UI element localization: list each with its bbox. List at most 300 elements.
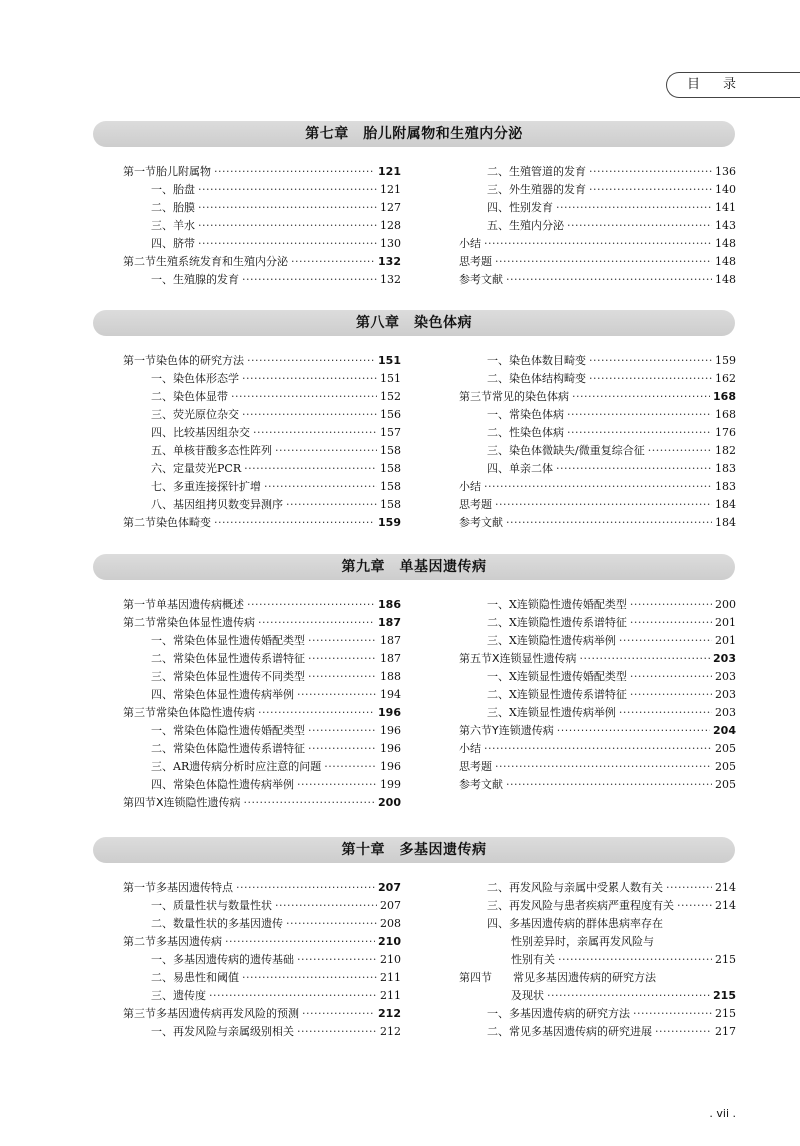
entry-title: 七、多重连接探针扩增 xyxy=(151,480,261,493)
toc-entry[interactable] xyxy=(123,460,401,478)
section-entry[interactable] xyxy=(459,722,736,740)
entry-title: 一、X连锁隐性遗传婚配类型 xyxy=(487,598,627,611)
section-number: 第二节 xyxy=(123,516,156,529)
page-ref: 168 xyxy=(715,408,736,421)
section-entry[interactable] xyxy=(123,933,401,951)
leader-dots xyxy=(275,897,377,915)
page-ref: 182 xyxy=(715,444,736,457)
leader-dots xyxy=(589,352,712,370)
page-ref: 159 xyxy=(378,516,401,529)
entry-title: Y连锁遗传病 xyxy=(492,724,554,737)
entry-title: 四、常染色体显性遗传病举例 xyxy=(151,688,294,701)
ch9-left-col xyxy=(123,596,401,812)
page-ref: 183 xyxy=(715,480,736,493)
entry-title: 思考题 xyxy=(459,255,492,268)
leader-dots xyxy=(291,253,375,271)
entry-title: 三、X连锁显性遗传病举例 xyxy=(487,706,616,719)
toc-entry[interactable] xyxy=(123,668,401,686)
toc-entry[interactable] xyxy=(459,1023,736,1041)
page-ref: 214 xyxy=(715,899,736,912)
toc-entry[interactable] xyxy=(123,181,401,199)
toc-entry[interactable] xyxy=(459,217,736,235)
page-ref: 187 xyxy=(378,616,401,629)
entry-title: 小结 xyxy=(459,480,481,493)
section-entry[interactable] xyxy=(123,614,401,632)
page-ref: 210 xyxy=(378,935,401,948)
toc-entry[interactable] xyxy=(459,271,736,289)
page-ref: 196 xyxy=(380,742,401,755)
entry-title: 一、质量性状与数量性状 xyxy=(151,899,272,912)
section-entry[interactable] xyxy=(459,650,736,668)
leader-dots xyxy=(633,1005,712,1023)
toc-entry[interactable] xyxy=(459,632,736,650)
page-ref: 215 xyxy=(715,953,736,966)
section-number: 第二节 xyxy=(123,255,156,268)
entry-title: 小结 xyxy=(459,742,481,755)
toc-entry[interactable] xyxy=(123,217,401,235)
entry-title: 二、常见多基因遗传病的研究进展 xyxy=(487,1025,652,1038)
toc-entry[interactable] xyxy=(459,235,736,253)
page-ref: 152 xyxy=(380,390,401,403)
chapter-7-title: 第七章 胎儿附属物和生殖内分泌 xyxy=(93,121,735,147)
leader-dots xyxy=(209,987,377,1005)
leader-dots xyxy=(630,614,712,632)
page-ref: 203 xyxy=(715,670,736,683)
entry-title: 三、AR遗传病分析时应注意的问题 xyxy=(151,760,322,773)
entry-title: 三、X连锁隐性遗传病举例 xyxy=(487,634,616,647)
toc-entry[interactable] xyxy=(123,740,401,758)
leader-dots xyxy=(495,253,712,271)
page-ref: 148 xyxy=(715,273,736,286)
leader-dots xyxy=(244,460,377,478)
toc-tab xyxy=(666,72,800,98)
entry-title: 染色体畸变 xyxy=(156,516,211,529)
ch7-right-col xyxy=(459,163,736,289)
toc-entry[interactable] xyxy=(459,758,736,776)
toc-entry[interactable] xyxy=(459,776,736,794)
entry-title: 一、X连锁显性遗传婚配类型 xyxy=(487,670,627,683)
leader-dots xyxy=(589,181,712,199)
leader-dots xyxy=(242,406,377,424)
page-ref: 186 xyxy=(378,598,401,611)
toc-entry[interactable] xyxy=(123,987,401,1005)
section-number: 第四节 xyxy=(459,971,492,984)
toc-entry[interactable] xyxy=(459,442,736,460)
toc-entry[interactable] xyxy=(459,352,736,370)
leader-dots xyxy=(244,794,375,812)
entry-title: 一、生殖腺的发育 xyxy=(151,273,239,286)
page-ref: 132 xyxy=(378,255,401,268)
leader-dots xyxy=(655,1023,712,1041)
toc-entry[interactable] xyxy=(123,442,401,460)
leader-dots xyxy=(558,951,712,969)
leader-dots xyxy=(286,496,377,514)
entry-title: X连锁显性遗传病 xyxy=(492,652,577,665)
entry-title: 五、生殖内分泌 xyxy=(487,219,564,232)
entry-title: 参考文献 xyxy=(459,273,503,286)
entry-title: 一、染色体数目畸变 xyxy=(487,354,586,367)
leader-dots xyxy=(198,199,377,217)
entry-title: 思考题 xyxy=(459,760,492,773)
section-number: 第六节 xyxy=(459,724,492,737)
leader-dots xyxy=(242,370,377,388)
entry-title: 四、比较基因组杂交 xyxy=(151,426,250,439)
page-ref: 211 xyxy=(380,989,401,1002)
entry-title: 二、染色体结构畸变 xyxy=(487,372,586,385)
page-ref: 215 xyxy=(715,1007,736,1020)
entry-title: 参考文献 xyxy=(459,778,503,791)
toc-entry[interactable] xyxy=(459,199,736,217)
entry-title: 一、再发风险与亲属级别相关 xyxy=(151,1025,294,1038)
entry-title: 四、脐带 xyxy=(151,237,195,250)
leader-dots xyxy=(264,478,377,496)
entry-title: 二、易患性和阈值 xyxy=(151,971,239,984)
page-ref: 205 xyxy=(715,760,736,773)
page-ref: 187 xyxy=(380,634,401,647)
entry-title: 三、外生殖器的发育 xyxy=(487,183,586,196)
page-ref: 158 xyxy=(380,462,401,475)
entry-title: 一、染色体形态学 xyxy=(151,372,239,385)
leader-dots xyxy=(506,776,712,794)
entry-title: 生殖系统发育和生殖内分泌 xyxy=(156,255,288,268)
toc-entry[interactable] xyxy=(459,933,736,951)
leader-dots xyxy=(506,271,712,289)
page-ref: 140 xyxy=(715,183,736,196)
page-ref: 205 xyxy=(715,778,736,791)
toc-entry[interactable] xyxy=(123,199,401,217)
leader-dots xyxy=(198,235,377,253)
entry-title: 一、胎盘 xyxy=(151,183,195,196)
ch8-right-col xyxy=(459,352,736,532)
toc-entry[interactable] xyxy=(459,1005,736,1023)
leader-dots xyxy=(308,632,377,650)
leader-dots xyxy=(567,217,712,235)
section-entry[interactable] xyxy=(123,596,401,614)
page-ref: 204 xyxy=(713,724,736,737)
leader-dots xyxy=(556,199,712,217)
page-ref: 132 xyxy=(380,273,401,286)
page-ref: 212 xyxy=(380,1025,401,1038)
entry-title: 八、基因组拷贝数变异测序 xyxy=(151,498,283,511)
page-ref: 207 xyxy=(380,899,401,912)
leader-dots xyxy=(484,740,712,758)
toc-entry[interactable] xyxy=(123,1023,401,1041)
toc-entry[interactable] xyxy=(459,596,736,614)
page-ref: 196 xyxy=(378,706,401,719)
entry-title: 性别有关 xyxy=(511,953,555,966)
leader-dots xyxy=(214,163,375,181)
toc-entry[interactable] xyxy=(459,915,736,933)
leader-dots xyxy=(214,514,375,532)
entry-title: 二、常染色体隐性遗传系谱特征 xyxy=(151,742,305,755)
toc-entry[interactable] xyxy=(459,496,736,514)
leader-dots xyxy=(495,496,712,514)
leader-dots xyxy=(572,388,710,406)
ch9-right-col xyxy=(459,596,736,794)
section-number: 第五节 xyxy=(459,652,492,665)
page-ref: 194 xyxy=(380,688,401,701)
leader-dots xyxy=(666,879,712,897)
leader-dots xyxy=(247,352,375,370)
entry-title: 二、数量性状的多基因遗传 xyxy=(151,917,283,930)
entry-title: 三、染色体微缺失/微重复综合征 xyxy=(487,444,645,457)
section-number: 第四节 xyxy=(123,796,156,809)
toc-entry[interactable] xyxy=(459,879,736,897)
entry-title: 多基因遗传病再发风险的预测 xyxy=(156,1007,299,1020)
page-ref: 217 xyxy=(715,1025,736,1038)
page-ref: 157 xyxy=(380,426,401,439)
page-ref: 210 xyxy=(380,953,401,966)
page-ref: 201 xyxy=(715,634,736,647)
leader-dots xyxy=(580,650,710,668)
page-ref: 148 xyxy=(715,255,736,268)
leader-dots xyxy=(225,933,375,951)
section-entry[interactable] xyxy=(123,879,401,897)
leader-dots xyxy=(286,915,377,933)
leader-dots xyxy=(198,181,377,199)
leader-dots xyxy=(302,1005,375,1023)
entry-title: 三、羊水 xyxy=(151,219,195,232)
toc-entry[interactable] xyxy=(123,632,401,650)
entry-title: 常染色体隐性遗传病 xyxy=(156,706,255,719)
leader-dots xyxy=(242,969,377,987)
entry-title: 四、常染色体隐性遗传病举例 xyxy=(151,778,294,791)
leader-dots xyxy=(567,406,712,424)
leader-dots xyxy=(297,1023,377,1041)
entry-title: 性别差异时，亲属再发风险与 xyxy=(511,935,654,948)
entry-title: 参考文献 xyxy=(459,516,503,529)
ch10-left-col xyxy=(123,879,401,1041)
toc-entry[interactable] xyxy=(123,406,401,424)
entry-title: 一、多基因遗传病的遗传基础 xyxy=(151,953,294,966)
leader-dots xyxy=(506,514,712,532)
entry-title: 二、生殖管道的发育 xyxy=(487,165,586,178)
section-entry[interactable] xyxy=(123,253,401,271)
leader-dots xyxy=(247,596,375,614)
entry-title: 单基因遗传病概述 xyxy=(156,598,244,611)
toc-entry[interactable] xyxy=(459,614,736,632)
ch10-right-col xyxy=(459,879,736,1041)
entry-title: 二、性染色体病 xyxy=(487,426,564,439)
page-ref: 156 xyxy=(380,408,401,421)
entry-title: 一、常染色体病 xyxy=(487,408,564,421)
section-number: 第一节 xyxy=(123,354,156,367)
entry-title: 思考题 xyxy=(459,498,492,511)
page-ref: 159 xyxy=(715,354,736,367)
section-entry[interactable] xyxy=(123,352,401,370)
entry-title: 四、性别发育 xyxy=(487,201,553,214)
toc-entry[interactable] xyxy=(123,388,401,406)
page-ref: 151 xyxy=(378,354,401,367)
chapter-9-title: 第九章 单基因遗传病 xyxy=(93,554,735,580)
leader-dots xyxy=(589,370,712,388)
leader-dots xyxy=(308,722,377,740)
ch7-left-col xyxy=(123,163,401,289)
page-ref: 203 xyxy=(715,688,736,701)
section-entry[interactable] xyxy=(123,794,401,812)
page-ref: 214 xyxy=(715,881,736,894)
entry-title: 染色体的研究方法 xyxy=(156,354,244,367)
toc-entry[interactable] xyxy=(459,406,736,424)
toc-entry[interactable] xyxy=(123,235,401,253)
page-ref: 162 xyxy=(715,372,736,385)
page-ref: 143 xyxy=(715,219,736,232)
section-number: 第二节 xyxy=(123,935,156,948)
toc-entry[interactable] xyxy=(123,271,401,289)
toc-entry[interactable] xyxy=(459,424,736,442)
toc-entry[interactable] xyxy=(459,704,736,722)
leader-dots xyxy=(677,897,712,915)
leader-dots xyxy=(198,217,377,235)
page-ref: 176 xyxy=(715,426,736,439)
leader-dots xyxy=(308,740,377,758)
entry-title: 二、常染色体显性遗传系谱特征 xyxy=(151,652,305,665)
toc-entry[interactable] xyxy=(459,460,736,478)
entry-title: 二、再发风险与亲属中受累人数有关 xyxy=(487,881,663,894)
toc-entry[interactable] xyxy=(123,951,401,969)
leader-dots xyxy=(324,758,377,776)
page-ref: 199 xyxy=(380,778,401,791)
page-number: . vii . xyxy=(709,1107,736,1120)
section-entry[interactable] xyxy=(123,1005,401,1023)
page-ref: 158 xyxy=(380,480,401,493)
toc-entry[interactable] xyxy=(459,514,736,532)
toc-entry[interactable] xyxy=(459,668,736,686)
leader-dots xyxy=(557,722,710,740)
page-ref: 136 xyxy=(715,165,736,178)
toc-entry[interactable] xyxy=(123,370,401,388)
entry-title: 二、胎膜 xyxy=(151,201,195,214)
page-ref: 203 xyxy=(715,706,736,719)
toc-entry[interactable] xyxy=(123,686,401,704)
page-ref: 200 xyxy=(378,796,401,809)
leader-dots xyxy=(630,596,712,614)
page-ref: 203 xyxy=(713,652,736,665)
page-ref: 200 xyxy=(715,598,736,611)
toc-entry[interactable] xyxy=(123,776,401,794)
page-ref: 196 xyxy=(380,760,401,773)
entry-title: 三、再发风险与患者疾病严重程度有关 xyxy=(487,899,674,912)
section-entry[interactable] xyxy=(123,704,401,722)
page-ref: 211 xyxy=(380,971,401,984)
toc-entry[interactable] xyxy=(123,496,401,514)
entry-title: 及现状 xyxy=(511,989,544,1002)
page-ref: 183 xyxy=(715,462,736,475)
leader-dots xyxy=(619,632,712,650)
ch8-left-col xyxy=(123,352,401,532)
section-entry[interactable] xyxy=(459,969,736,987)
section-entry[interactable] xyxy=(123,514,401,532)
entry-title: 小结 xyxy=(459,237,481,250)
chapter-10-title: 第十章 多基因遗传病 xyxy=(93,837,735,863)
leader-dots xyxy=(556,460,712,478)
leader-dots xyxy=(297,951,377,969)
page-ref: 168 xyxy=(713,390,736,403)
page-ref: 208 xyxy=(380,917,401,930)
page-ref: 141 xyxy=(715,201,736,214)
leader-dots xyxy=(253,424,377,442)
page-ref: 158 xyxy=(380,498,401,511)
toc-entry[interactable] xyxy=(123,424,401,442)
page-ref: 207 xyxy=(378,881,401,894)
entry-title: 一、多基因遗传病的研究方法 xyxy=(487,1007,630,1020)
entry-title: 多基因遗传病 xyxy=(156,935,222,948)
leader-dots xyxy=(484,235,712,253)
leader-dots xyxy=(308,668,377,686)
entry-title: 三、遗传度 xyxy=(151,989,206,1002)
section-entry[interactable] xyxy=(123,163,401,181)
toc-entry[interactable] xyxy=(123,969,401,987)
toc-entry[interactable] xyxy=(123,915,401,933)
section-entry[interactable] xyxy=(459,388,736,406)
section-number: 第三节 xyxy=(123,1007,156,1020)
toc-entry[interactable] xyxy=(459,740,736,758)
leader-dots xyxy=(242,271,377,289)
toc-entry[interactable] xyxy=(123,758,401,776)
leader-dots xyxy=(547,987,710,1005)
tab-char-1: 目 xyxy=(687,77,701,92)
page-ref: 127 xyxy=(380,201,401,214)
entry-title: 六、定量荧光PCR xyxy=(151,462,242,475)
toc-entry[interactable] xyxy=(459,686,736,704)
page-ref: 205 xyxy=(715,742,736,755)
section-number: 第一节 xyxy=(123,598,156,611)
page-ref: 130 xyxy=(380,237,401,250)
entry-title: 一、常染色体隐性遗传婚配类型 xyxy=(151,724,305,737)
toc-entry[interactable] xyxy=(459,897,736,915)
entry-title: 三、常染色体显性遗传不同类型 xyxy=(151,670,305,683)
toc-entry[interactable] xyxy=(459,370,736,388)
tab-char-2: 录 xyxy=(723,77,737,92)
toc-entry[interactable] xyxy=(459,163,736,181)
page-ref: 158 xyxy=(380,444,401,457)
page-ref: 151 xyxy=(380,372,401,385)
toc-entry[interactable] xyxy=(123,478,401,496)
leader-dots xyxy=(236,879,375,897)
leader-dots xyxy=(275,442,377,460)
page-ref: 184 xyxy=(715,498,736,511)
leader-dots xyxy=(297,686,377,704)
toc-entry[interactable] xyxy=(459,253,736,271)
leader-dots xyxy=(258,704,375,722)
leader-dots xyxy=(589,163,712,181)
page-ref: 212 xyxy=(378,1007,401,1020)
toc-entry[interactable] xyxy=(123,722,401,740)
leader-dots xyxy=(231,388,377,406)
leader-dots xyxy=(630,668,712,686)
toc-entry[interactable] xyxy=(459,181,736,199)
entry-title: 二、染色体显带 xyxy=(151,390,228,403)
page-ref: 201 xyxy=(715,616,736,629)
entry-title: 胎儿附属物 xyxy=(156,165,211,178)
section-number: 第一节 xyxy=(123,881,156,894)
entry-title: 五、单核苷酸多态性阵列 xyxy=(151,444,272,457)
page-ref: 184 xyxy=(715,516,736,529)
leader-dots xyxy=(619,704,712,722)
entry-title: 多基因遗传特点 xyxy=(156,881,233,894)
leader-dots xyxy=(308,650,377,668)
page-ref: 148 xyxy=(715,237,736,250)
leader-dots xyxy=(484,478,712,496)
section-number: 第三节 xyxy=(459,390,492,403)
toc-entry[interactable] xyxy=(459,478,736,496)
toc-entry[interactable] xyxy=(459,987,736,1005)
toc-entry[interactable] xyxy=(123,897,401,915)
toc-entry[interactable] xyxy=(123,650,401,668)
leader-dots xyxy=(258,614,375,632)
page-ref: 128 xyxy=(380,219,401,232)
toc-entry[interactable] xyxy=(459,951,736,969)
